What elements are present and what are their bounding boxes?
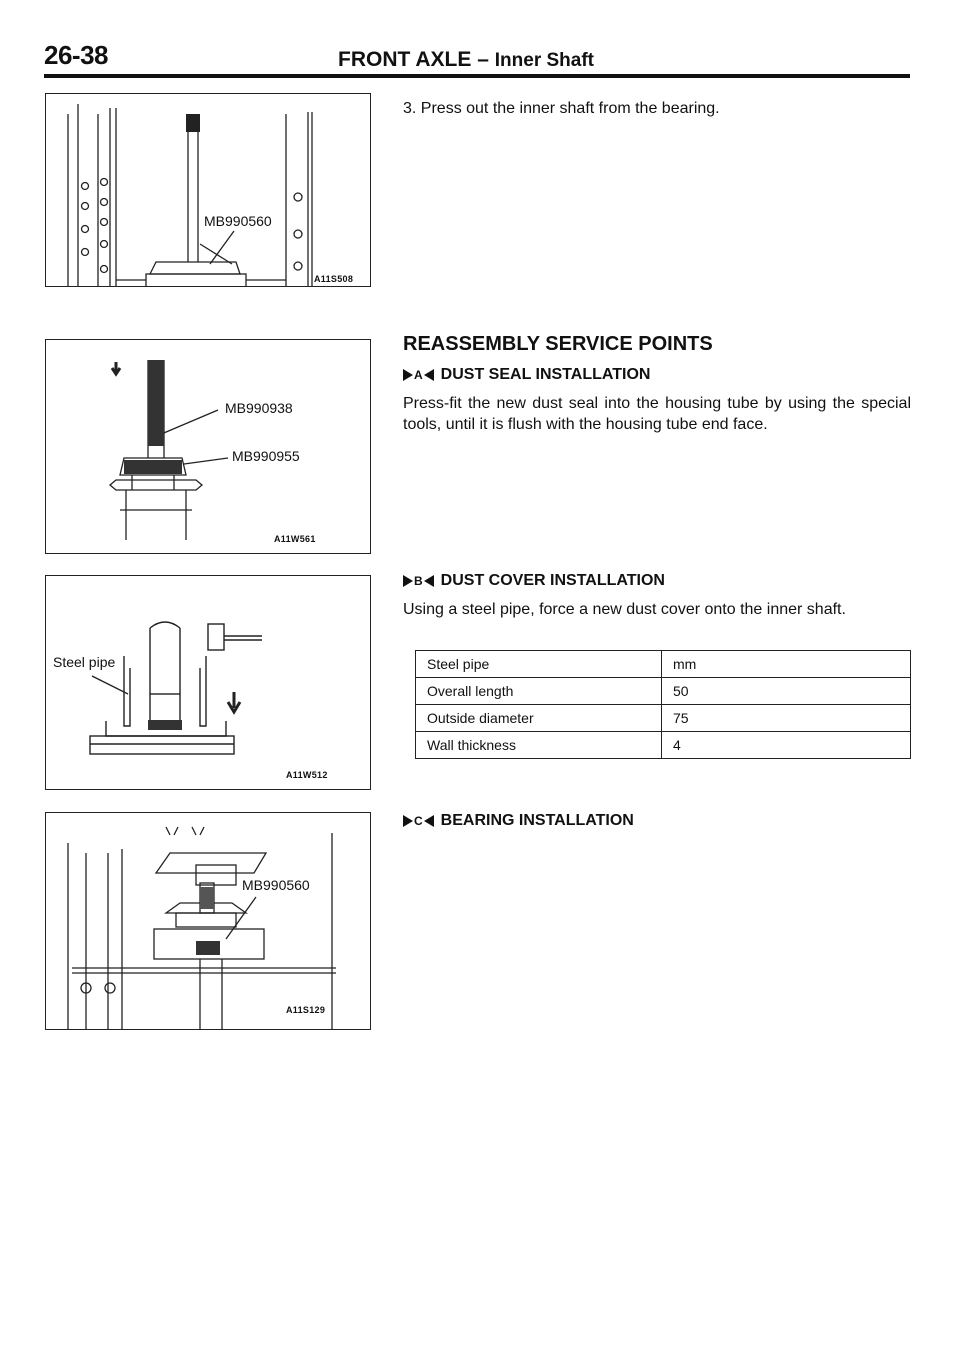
- triangle-left-icon: [424, 815, 434, 827]
- figure-code: A11W561: [274, 534, 316, 544]
- table-cell: Outside diameter: [416, 705, 662, 732]
- table-header-row: [416, 651, 911, 678]
- table-cell: Overall length: [416, 678, 662, 705]
- table-row: [416, 705, 911, 732]
- figure-dust-seal: [45, 339, 371, 554]
- triangle-left-icon: [424, 369, 434, 381]
- table-row: [416, 732, 911, 759]
- figure-press-out-shaft: [45, 93, 371, 287]
- service-point-b-text: Using a steel pipe, force a new dust cover onto the inner shaft.: [403, 601, 846, 618]
- section-title: FRONT AXLE: [338, 48, 472, 71]
- page-number: 26-38: [44, 40, 108, 70]
- tool-label-mb990560: MB990560: [242, 877, 310, 893]
- subsection-title: Inner Shaft: [494, 50, 594, 71]
- table-header-cell: Steel pipe: [416, 651, 662, 678]
- triangle-right-icon: [403, 815, 413, 827]
- figure-code: A11S129: [286, 1005, 326, 1015]
- service-point-a-heading: [403, 366, 650, 384]
- table-cell: 4: [662, 732, 911, 759]
- table-cell: 50: [662, 678, 911, 705]
- triangle-right-icon: [403, 369, 413, 381]
- page-title: [338, 48, 594, 72]
- steel-pipe-illustration: [46, 576, 371, 790]
- steel-pipe-spec-table: [415, 650, 911, 759]
- service-point-c-heading: [403, 812, 634, 830]
- table-cell: Wall thickness: [416, 732, 662, 759]
- step-3-text: 3. Press out the inner shaft from the bearing.: [403, 100, 720, 117]
- title-dash: –: [477, 48, 489, 71]
- table-cell: 75: [662, 705, 911, 732]
- tool-label-mb990955: MB990955: [232, 448, 300, 464]
- service-point-a-text: Press-fit the new dust seal into the housing tube by using the special tools, until it is flush with the housing tube end face.: [403, 395, 911, 433]
- figure-dust-cover: [45, 575, 371, 790]
- service-point-marker: B: [403, 574, 434, 588]
- triangle-right-icon: [403, 575, 413, 587]
- tool-label-mb990560: MB990560: [204, 213, 272, 229]
- service-point-c-title: BEARING INSTALLATION: [440, 812, 634, 829]
- tool-label-mb990938: MB990938: [225, 400, 293, 416]
- table-header-cell: mm: [662, 651, 911, 678]
- service-point-a-title: DUST SEAL INSTALLATION: [440, 366, 651, 383]
- section-heading: REASSEMBLY SERVICE POINTS: [403, 333, 713, 355]
- service-point-marker: C: [403, 814, 434, 828]
- figure-code: A11S508: [314, 274, 354, 284]
- bearing-press-illustration: [46, 813, 371, 1030]
- service-point-b-heading: [403, 572, 665, 590]
- service-point-b-title: DUST COVER INSTALLATION: [440, 572, 665, 589]
- service-point-marker: A: [403, 368, 434, 382]
- table-row: [416, 678, 911, 705]
- tool-label-steel-pipe: Steel pipe: [53, 654, 116, 670]
- dust-seal-illustration: [46, 340, 371, 554]
- figure-code: A11W512: [286, 770, 328, 780]
- figure-bearing: [45, 812, 371, 1030]
- triangle-left-icon: [424, 575, 434, 587]
- header-rule: [44, 74, 910, 78]
- press-illustration-1: [46, 94, 371, 287]
